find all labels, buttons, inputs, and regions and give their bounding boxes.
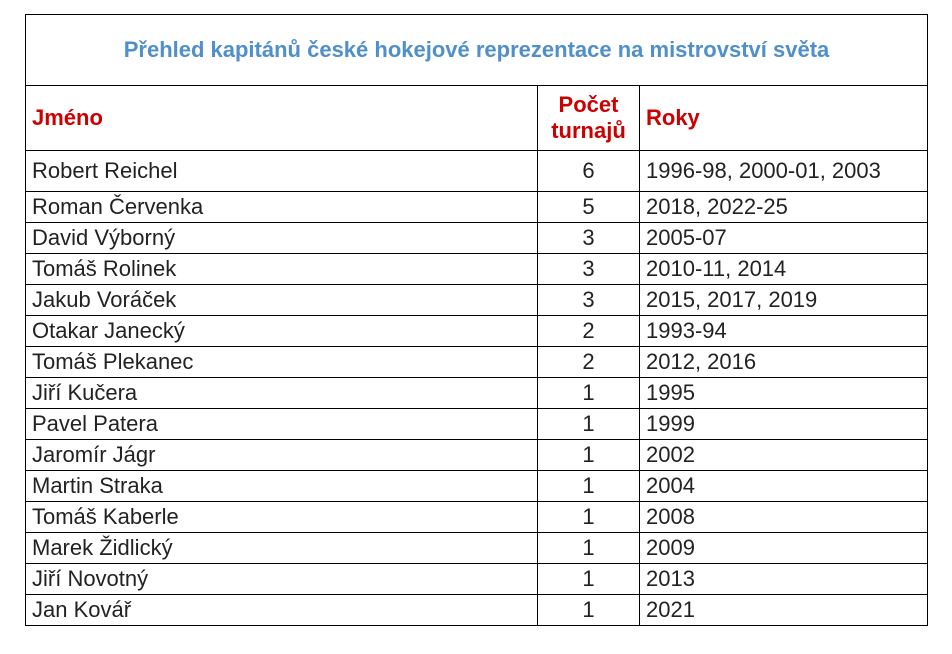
cell-name: Roman Červenka [26,192,538,223]
table-row [26,378,928,409]
cell-name: Jakub Voráček [26,285,538,316]
cell-count: 1 [538,409,640,440]
cell-years: 1995 [640,378,928,409]
cell-name: Marek Židlický [26,533,538,564]
cell-name: Martin Straka [26,471,538,502]
cell-count: 6 [538,151,640,192]
cell-years: 2013 [640,564,928,595]
table-row [26,440,928,471]
cell-count: 1 [538,595,640,626]
cell-count: 3 [538,285,640,316]
cell-years: 2021 [640,595,928,626]
cell-years: 2004 [640,471,928,502]
cell-name: Tomáš Rolinek [26,254,538,285]
cell-count: 1 [538,440,640,471]
cell-name: Jaromír Jágr [26,440,538,471]
cell-count: 3 [538,254,640,285]
table-row [26,347,928,378]
captains-table-wrapper [25,14,927,626]
cell-name: Tomáš Kaberle [26,502,538,533]
table-row [26,151,928,192]
cell-count: 1 [538,378,640,409]
header-name: Jméno [26,86,538,151]
cell-years: 1996-98, 2000-01, 2003 [640,151,928,192]
cell-name: Jiří Novotný [26,564,538,595]
cell-years: 2009 [640,533,928,564]
cell-years: 2010-11, 2014 [640,254,928,285]
cell-years: 1993-94 [640,316,928,347]
captains-table [25,14,928,626]
cell-name: Robert Reichel [26,151,538,192]
cell-count: 3 [538,223,640,254]
cell-count: 5 [538,192,640,223]
header-row [26,86,928,151]
header-years: Roky [640,86,928,151]
table-row [26,223,928,254]
cell-count: 2 [538,316,640,347]
cell-years: 2005-07 [640,223,928,254]
cell-name: Otakar Janecký [26,316,538,347]
cell-years: 2002 [640,440,928,471]
table-row [26,533,928,564]
cell-name: Tomáš Plekanec [26,347,538,378]
cell-count: 1 [538,471,640,502]
cell-years: 2018, 2022-25 [640,192,928,223]
header-count-line2: turnajů [551,118,626,143]
table-row [26,409,928,440]
header-count [538,86,640,151]
table-row [26,564,928,595]
cell-count: 2 [538,347,640,378]
table-row [26,595,928,626]
header-count-line1: Počet [558,92,619,117]
cell-name: David Výborný [26,223,538,254]
table-row [26,471,928,502]
table-row [26,502,928,533]
table-row [26,285,928,316]
cell-years: 2015, 2017, 2019 [640,285,928,316]
cell-years: 2008 [640,502,928,533]
table-row [26,254,928,285]
table-title: Přehled kapitánů české hokejové reprezentace na mistrovství světa [26,15,928,86]
cell-name: Pavel Patera [26,409,538,440]
cell-name: Jiří Kučera [26,378,538,409]
cell-name: Jan Kovář [26,595,538,626]
table-row [26,192,928,223]
cell-count: 1 [538,564,640,595]
cell-years: 1999 [640,409,928,440]
cell-count: 1 [538,533,640,564]
cell-count: 1 [538,502,640,533]
table-row [26,316,928,347]
cell-years: 2012, 2016 [640,347,928,378]
